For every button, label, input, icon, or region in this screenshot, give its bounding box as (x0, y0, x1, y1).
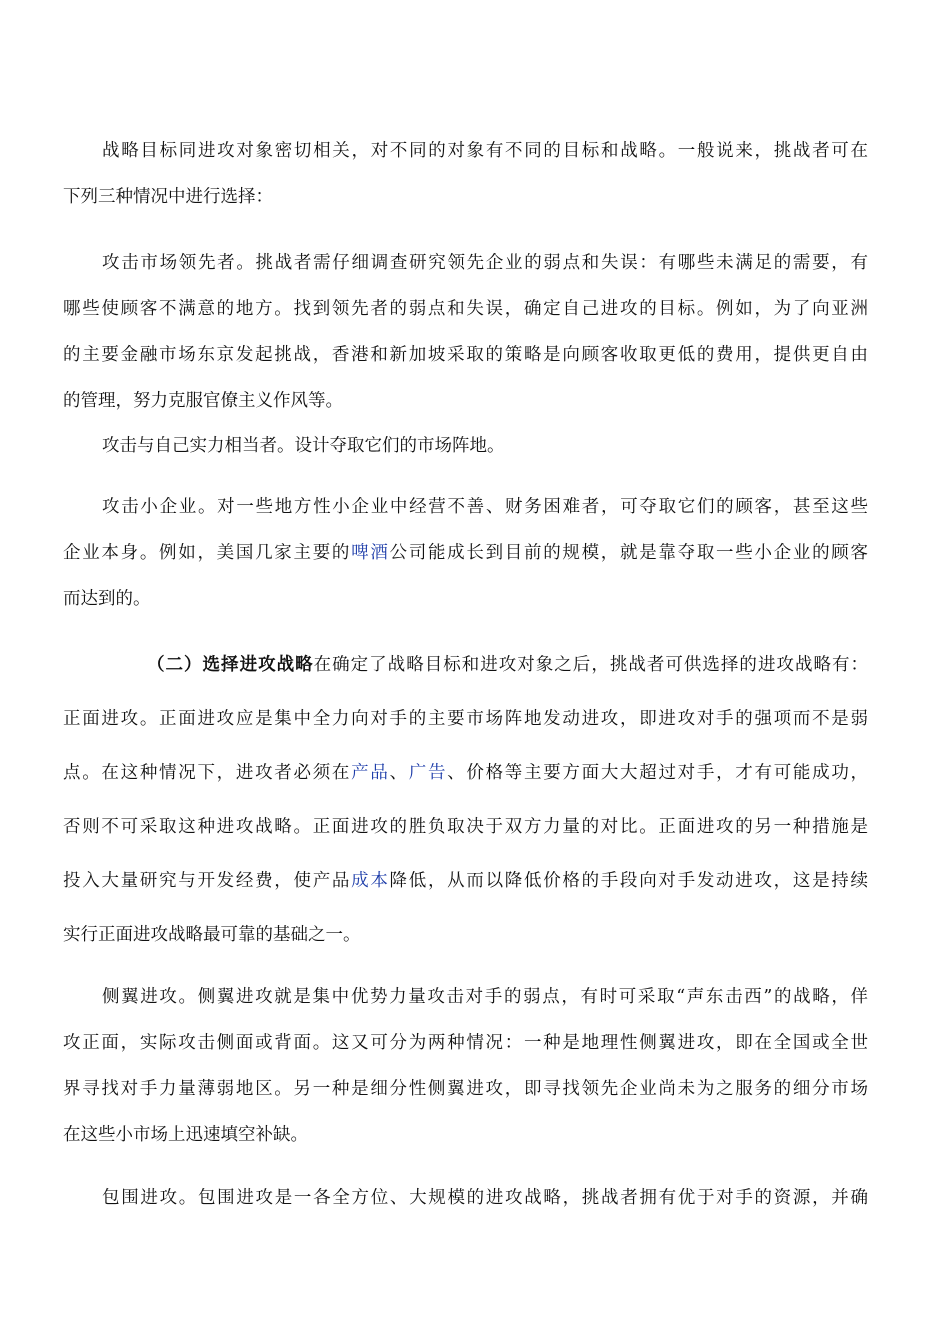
paragraph-line: 攻正面，实际攻击侧面或背面。这又可分为两种情况：一种是地理性侧翼进攻，即在全国或全世 (63, 1033, 868, 1053)
text-run: 投入大量研究与开发经费，使产品 (63, 871, 352, 891)
paragraph-line: 正面进攻。正面进攻应是集中全力向对手的主要市场阵地发动进攻，即进攻对手的强项而不是弱 (63, 709, 868, 729)
text-run: 降低，从而以降低价格的手段向对手发动进攻，这是持续 (389, 871, 869, 891)
paragraph-line: 的主要金融市场东京发起挑战，香港和新加坡采取的策略是向顾客收取更低的费用，提供更自由 (63, 345, 868, 365)
paragraph-line: 界寻找对手力量薄弱地区。另一种是细分性侧翼进攻，即寻找领先企业尚未为之服务的细分市场 (63, 1079, 868, 1099)
section-heading: （二）选择进攻战略 (147, 655, 314, 675)
paragraph-line: 攻击小企业。对一些地方性小企业中经营不善、财务困难者，可夺取它们的顾客，甚至这些 (102, 497, 868, 517)
paragraph-line: 在这些小市场上迅速填空补缺。 (63, 1125, 308, 1145)
paragraph-line: 实行正面进攻战略最可靠的基础之一。 (63, 925, 361, 945)
paragraph-attack-leader (63, 248, 868, 416)
paragraph-line: 攻击市场领先者。挑战者需仔细调查研究领先企业的弱点和失误：有哪些未满足的需要，有 (102, 253, 868, 273)
paragraph-line: 攻击与自己实力相当者。设计夺取它们的市场阵地。 (102, 436, 505, 456)
paragraph-line (63, 758, 868, 788)
paragraph-line: 哪些使顾客不满意的地方。找到领先者的弱点和失误，确定自己进攻的目标。例如，为了向亚洲 (63, 299, 868, 319)
paragraph-encirclement-attack (63, 1183, 868, 1213)
paragraph-attack-equal (63, 431, 868, 461)
paragraph-line: 战略目标同进攻对象密切相关，对不同的对象有不同的目标和战略。一般说来，挑战者可在 (102, 141, 868, 161)
paragraph-line: 包围进攻。包围进攻是一各全方位、大规模的进攻战略，挑战者拥有优于对手的资源，并确 (102, 1188, 868, 1208)
cost-link[interactable]: 成本 (351, 871, 390, 891)
paragraph-flank-attack (63, 982, 868, 1150)
paragraph-choose-strategy (63, 650, 868, 950)
text-run: 、 (389, 763, 409, 783)
text-run: 公司能成长到目前的规模，就是靠夺取一些小企业的顾客 (389, 543, 869, 563)
paragraph-strategic-goals (63, 136, 868, 212)
beer-link[interactable]: 啤酒 (351, 543, 390, 563)
paragraph-line: 的管理，努力克服官僚主义作风等。 (63, 391, 343, 411)
paragraph-line: 否则不可采取这种进攻战略。正面进攻的胜负取决于双方力量的对比。正面进攻的另一种措施是 (63, 817, 868, 837)
paragraph-line: 下列三种情况中进行选择： (63, 187, 273, 207)
paragraph-attack-small (63, 492, 868, 614)
paragraph-line: 而达到的。 (63, 589, 151, 609)
text-run: 、价格等主要方面大大超过对手，才有可能成功， (447, 763, 869, 783)
product-link[interactable]: 产品 (351, 763, 390, 783)
text-run: 企业本身。例如，美国几家主要的 (63, 543, 352, 563)
paragraph-line: 侧翼进攻。侧翼进攻就是集中优势力量攻击对手的弱点，有时可采取“声东击西”的战略，佯 (102, 987, 868, 1007)
paragraph-line (63, 866, 868, 896)
text-run: 点。在这种情况下，进攻者必须在 (63, 763, 352, 783)
advertising-link[interactable]: 广告 (408, 763, 448, 783)
paragraph-line (63, 538, 868, 568)
paragraph-line (63, 650, 868, 680)
text-run: 在确定了战略目标和进攻对象之后，挑战者可供选择的进攻战略有： (313, 655, 869, 675)
